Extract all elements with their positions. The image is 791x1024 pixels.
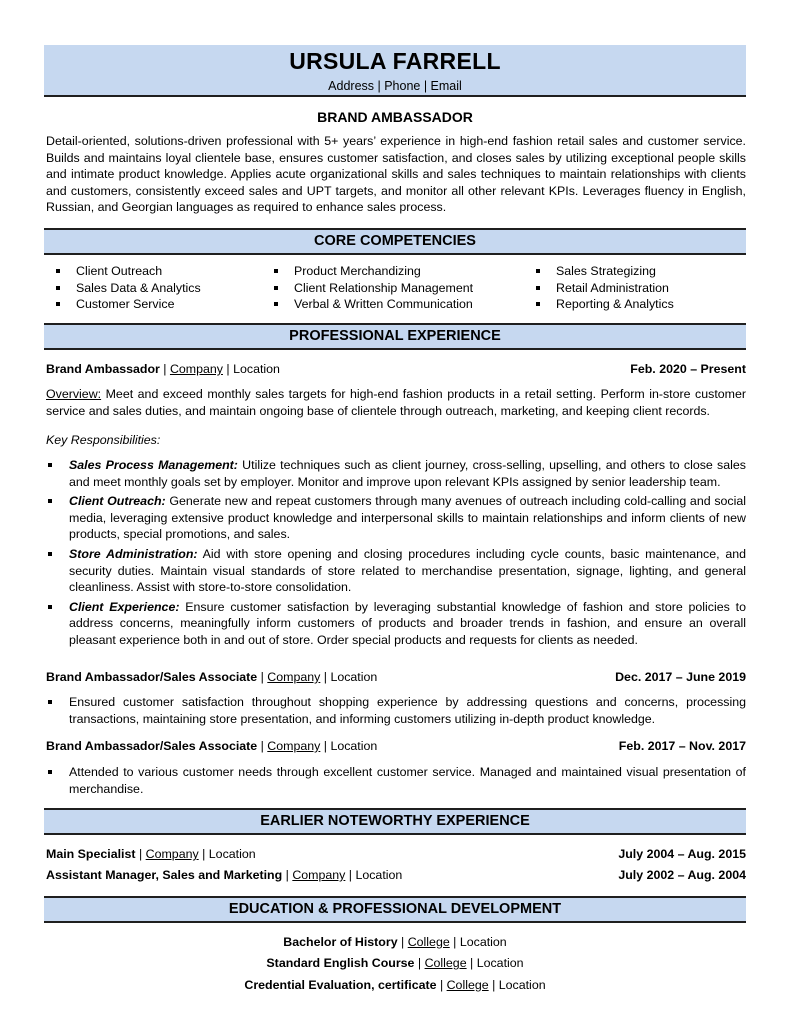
headline: BRAND AMBASSADOR [317, 109, 473, 125]
job-location: Location [355, 868, 403, 882]
job-location: Location [208, 847, 256, 861]
job-title: Brand Ambassador [46, 362, 160, 376]
competency-item: Reporting & Analytics [526, 296, 756, 313]
earlier-band [44, 808, 746, 835]
company-name: Company [169, 362, 223, 376]
bullet-icon [48, 499, 52, 503]
responsibility-list [46, 764, 746, 800]
bullet-icon [56, 286, 60, 290]
bullet-icon [274, 302, 278, 306]
company-name: Company [145, 847, 199, 861]
school-location: Location [498, 978, 546, 992]
job-location: Location [330, 670, 378, 684]
responsibility-list [46, 694, 746, 730]
competency-item: Customer Service [46, 296, 276, 313]
job-overview: Overview: Meet and exceed monthly sales targets for high-end fashion products in a retail setting. Perform in-store customer service and sales duties, and maintain ongoing base of clientele through outreach, marketing, and keeping client records. [46, 387, 746, 418]
education-item: Credential Evaluation, certificate | College | Location [244, 978, 546, 992]
earlier-role: Assistant Manager, Sales and Marketing | Company | Location [46, 868, 403, 882]
responsibility-list [46, 457, 746, 652]
company-name: Company [267, 739, 321, 753]
credential: Standard English Course [266, 956, 415, 970]
bullet-icon [48, 552, 52, 556]
job-location: Location [330, 739, 378, 753]
list-item: Ensured customer satisfaction throughout shopping experience by addressing questions and concerns, processing transactions, maintaining store presentation, and informing customers utilizing in-depth product knowledge. [46, 694, 746, 727]
bullet-icon [48, 770, 52, 774]
bullet-icon [536, 286, 540, 290]
bullet-icon [48, 605, 52, 609]
job-heading: Brand Ambassador/Sales Associate | Company | Location [46, 670, 378, 684]
competencies-band [44, 228, 746, 255]
education-item: Standard English Course | College | Location [266, 956, 524, 970]
school-location: Location [459, 935, 507, 949]
list-item: Client Experience: Ensure customer satisfaction by leveraging substantial knowledge of fashion and store policies to address concerns, meaningfully inform customers of products and broader trends in fashion, and ensure an overall pleasant experience both in and out of store. Order special products and requests for clients as needed. [46, 599, 746, 649]
job-title: Assistant Manager, Sales and Marketing [46, 868, 283, 882]
credential: Bachelor of History [283, 935, 398, 949]
job-dates: Feb. 2020 – Present [630, 362, 746, 376]
company-name: Company [292, 868, 346, 882]
competency-item: Client Outreach [46, 263, 276, 280]
list-item: Store Administration: Aid with store opening and closing procedures including cycle counts, basic maintenance, and security duties. Maintain visual standards of store related to merchandise presentation, signage, lighting, and general cleanliness. Assist with store-to-store consolidation. [46, 546, 746, 596]
overview-label: Overview: [46, 387, 102, 401]
list-item: Sales Process Management: Utilize techniques such as client journey, cross-selling, upselling, and others to close sales and meet monthly goals set by employer. Monitor and improve upon relevant KPIs assigned by senior leadership team. [46, 457, 746, 490]
competency-column-3 [526, 263, 756, 313]
education-band [44, 896, 746, 923]
summary: Detail-oriented, solutions-driven professional with 5+ years’ experience in high-end fashion retail sales and customer service. Builds and maintains loyal clientele base, ensures customer satisfaction, and closes sales by utilizing exceptional people skills and intimate product knowledge. Applies acute organizational skills and sales techniques to maintain relationships with clients and customers, consistently exceed sales and UPT targets, and monitor all other relevant KPIs. Leverages fluency in English, Russian, and Georgian languages as required to enhance sales process. [46, 134, 746, 215]
education-title: EDUCATION & PROFESSIONAL DEVELOPMENT [228, 901, 562, 917]
list-item: Client Outreach: Generate new and repeat customers through many avenues of outreach including cold-calling and social media, leveraging extensive product knowledge and interpersonal skills to maintain relationships and inform clients of new products, special promotions, and sales. [46, 493, 746, 543]
competencies-title: CORE COMPETENCIES [314, 233, 476, 249]
experience-band [44, 323, 746, 350]
job-heading: Brand Ambassador/Sales Associate | Company | Location [46, 739, 378, 753]
school-name: College [446, 978, 489, 992]
earlier-title: EARLIER NOTEWORTHY EXPERIENCE [260, 813, 530, 829]
competency-item: Product Merchandizing [264, 263, 494, 280]
school-name: College [424, 956, 467, 970]
bullet-icon [274, 269, 278, 273]
competency-column-2 [264, 263, 494, 313]
competency-item: Verbal & Written Communication [264, 296, 494, 313]
experience-title: PROFESSIONAL EXPERIENCE [289, 328, 501, 344]
contact-info: Address | Phone | Email [328, 79, 462, 93]
job-dates: Dec. 2017 – June 2019 [615, 670, 746, 684]
bullet-icon [56, 269, 60, 273]
list-item: Attended to various customer needs through excellent customer service. Managed and maintained visual presentation of merchandise. [46, 764, 746, 797]
bullet-icon [48, 700, 52, 704]
job-dates: July 2002 – Aug. 2004 [618, 868, 746, 882]
competency-item: Retail Administration [526, 280, 756, 297]
job-heading: Brand Ambassador | Company | Location [46, 362, 280, 376]
bullet-icon [48, 463, 52, 467]
company-name: Company [267, 670, 321, 684]
education-item: Bachelor of History | College | Location [283, 935, 507, 949]
school-name: College [407, 935, 450, 949]
job-title: Brand Ambassador/Sales Associate [46, 670, 258, 684]
job-dates: July 2004 – Aug. 2015 [618, 847, 746, 861]
bullet-icon [274, 286, 278, 290]
job-title: Main Specialist [46, 847, 136, 861]
competency-item: Sales Strategizing [526, 263, 756, 280]
responsibilities-label: Key Responsibilities: [46, 433, 161, 447]
bullet-icon [536, 302, 540, 306]
bullet-icon [536, 269, 540, 273]
job-location: Location [233, 362, 280, 376]
credential: Credential Evaluation, certificate [244, 978, 437, 992]
school-location: Location [476, 956, 524, 970]
competency-item: Client Relationship Management [264, 280, 494, 297]
candidate-name: URSULA FARRELL [289, 48, 501, 74]
job-dates: Feb. 2017 – Nov. 2017 [618, 739, 746, 753]
bullet-icon [56, 302, 60, 306]
competency-item: Sales Data & Analytics [46, 280, 276, 297]
competency-column-1 [46, 263, 276, 313]
job-title: Brand Ambassador/Sales Associate [46, 739, 258, 753]
earlier-role: Main Specialist | Company | Location [46, 847, 256, 861]
